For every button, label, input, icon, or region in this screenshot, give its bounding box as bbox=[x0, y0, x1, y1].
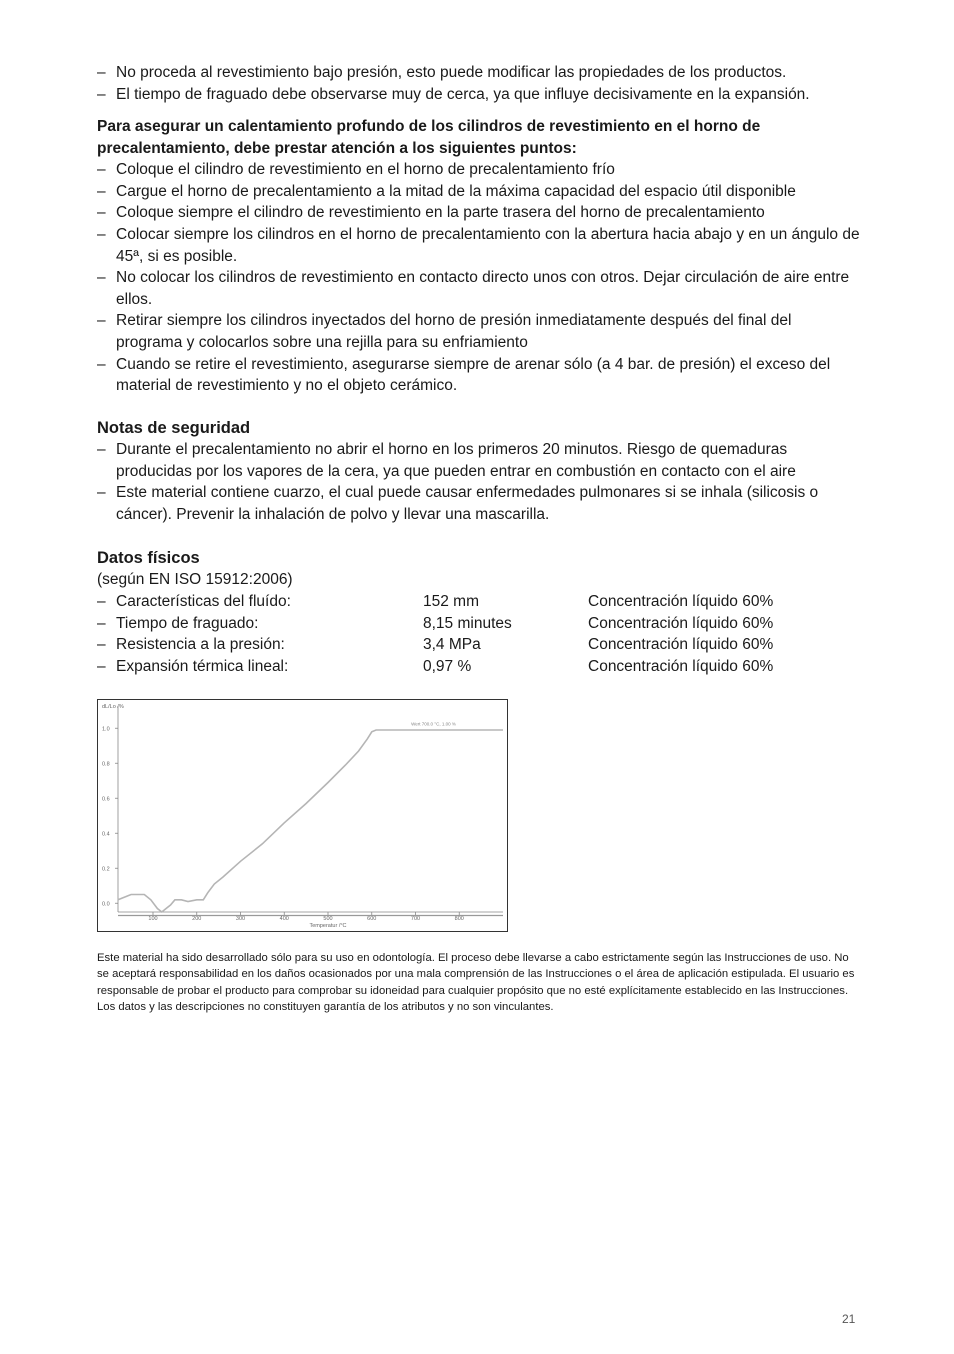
page-number: 21 bbox=[842, 1312, 856, 1326]
safety-list bbox=[97, 439, 862, 525]
dash-mark: – bbox=[97, 593, 106, 610]
property-label: Características del fluído: bbox=[116, 593, 291, 610]
safety-section bbox=[97, 417, 862, 525]
safety-heading: Notas de seguridad bbox=[97, 419, 251, 437]
x-axis-label: Temperatur /°C bbox=[309, 923, 347, 929]
intro-section bbox=[97, 62, 862, 105]
list-item: – Retirar siempre los cilindros inyectados del horno de presión inmediatamente después del final del programa y colocarlos sobre una rejilla para su enfriamiento bbox=[97, 310, 862, 353]
property-label: Resistencia a la presión: bbox=[116, 636, 285, 654]
preheat-heading: Para asegurar un calentamiento profundo de los cilindros de revestimiento en el horno de precalentamiento, debe prestar atención a los siguientes puntos: bbox=[97, 118, 761, 157]
list-item: – Cuando se retire el revestimiento, asegurarse siempre de arenar sólo (a 4 bar. de presión) el exceso del material de revestimiento y no el objeto cerámico. bbox=[97, 354, 862, 397]
table-row bbox=[97, 656, 862, 678]
list-item: – Coloque siempre el cilindro de revestimiento en la parte trasera del horno de precalentamiento bbox=[97, 202, 862, 224]
expansion-curve bbox=[118, 730, 503, 912]
list-item: – Colocar siempre los cilindros en el horno de precalentamiento con la abertura hacia abajo y en un ángulo de 45ª, si es posible. bbox=[97, 224, 862, 267]
property-note: Concentración líquido 60% bbox=[588, 636, 774, 654]
chart-svg bbox=[98, 700, 507, 931]
x-tick-label: 200 bbox=[192, 916, 202, 922]
property-note: Concentración líquido 60% bbox=[588, 657, 774, 675]
property-note: Concentración líquido 60% bbox=[588, 614, 774, 632]
dash-mark: – bbox=[97, 657, 106, 675]
property-label: Expansión térmica lineal: bbox=[116, 657, 289, 675]
dash-mark: – bbox=[97, 636, 106, 654]
x-tick-label: 500 bbox=[323, 916, 333, 922]
preheat-section bbox=[97, 116, 862, 397]
list-item: – Coloque el cilindro de revestimiento en el horno de precalentamiento frío bbox=[97, 159, 862, 181]
table-row bbox=[97, 634, 862, 656]
property-value: 0,97 % bbox=[423, 657, 472, 675]
x-tick-label: 300 bbox=[235, 916, 246, 922]
dash-mark: – bbox=[97, 614, 106, 632]
y-tick-label: 0.0 bbox=[102, 901, 110, 908]
expansion-chart bbox=[97, 699, 508, 932]
property-note: Concentración líquido 60% bbox=[588, 593, 774, 610]
preheat-list bbox=[97, 159, 862, 397]
list-item: – No colocar los cilindros de revestimiento en contacto directo unos con otros. Dejar circulación de aire entre ellos. bbox=[97, 267, 862, 310]
y-tick-label: 1.0 bbox=[102, 726, 110, 733]
y-tick-label: 0.4 bbox=[102, 831, 110, 838]
y-tick-label: 0.8 bbox=[102, 761, 110, 768]
list-item: – Cargue el horno de precalentamiento a la mitad de la máxima capacidad del espacio útil disponible bbox=[97, 181, 862, 203]
property-label: Tiempo de fraguado: bbox=[116, 614, 259, 632]
list-item: – No proceda al revestimiento bajo presión, esto puede modificar las propiedades de los productos. bbox=[97, 62, 862, 84]
disclaimer-text: Este material ha sido desarrollado sólo para su uso en odontología. El proceso debe llevarse a cabo estrictamente según las Instrucciones de uso. No se aceptará responsabilidad en los daños ocasionados por una mala comprensión de las Instrucciones o el área de aplicación estipulada. El usuario es responsable de probar el producto para comprobar su idoneidad para cualquier propósito que no esté explícitamente establecido en las Instrucciones. Los datos y las descripciones no constituyen garantía de los atributos y no son vinculantes. bbox=[97, 952, 855, 1013]
list-item: – Este material contiene cuarzo, el cual puede causar enfermedades pulmonares si se inhala (silicosis o cáncer). Prevenir la inhalación de polvo y llevar una mascarilla. bbox=[97, 482, 862, 525]
physical-heading: Datos físicos bbox=[97, 549, 200, 567]
list-item: – Durante el precalentamiento no abrir el horno en los primeros 20 minutos. Riesgo de quemaduras producidas por los vapores de la cera, ya que pueden entrar en combustión en contacto con el aire bbox=[97, 439, 862, 482]
physical-standard: (según EN ISO 15912:2006) bbox=[97, 571, 293, 588]
list-item: – El tiempo de fraguado debe observarse muy de cerca, ya que influye decisivamente en la expansión. bbox=[97, 84, 862, 106]
property-value: 152 mm bbox=[423, 593, 479, 610]
x-tick-label: 800 bbox=[454, 916, 464, 922]
property-value: 8,15 minutes bbox=[423, 614, 512, 632]
x-tick-label: 400 bbox=[279, 916, 289, 922]
y-tick-label: 0.2 bbox=[102, 866, 110, 873]
intro-list bbox=[97, 62, 862, 105]
chart-annotation: Wert 700.0 °C, 1.00 % bbox=[411, 721, 456, 727]
x-tick-label: 100 bbox=[148, 916, 158, 922]
x-tick-label: 700 bbox=[410, 916, 421, 922]
x-tick-label: 600 bbox=[367, 916, 377, 922]
y-tick-label: 0.6 bbox=[102, 796, 110, 803]
table-row bbox=[97, 613, 862, 635]
property-value: 3,4 MPa bbox=[423, 636, 481, 654]
physical-table bbox=[97, 591, 862, 677]
table-row bbox=[97, 591, 862, 613]
y-axis-label: dL/Lo /% bbox=[102, 704, 124, 710]
physical-section bbox=[97, 547, 862, 591]
